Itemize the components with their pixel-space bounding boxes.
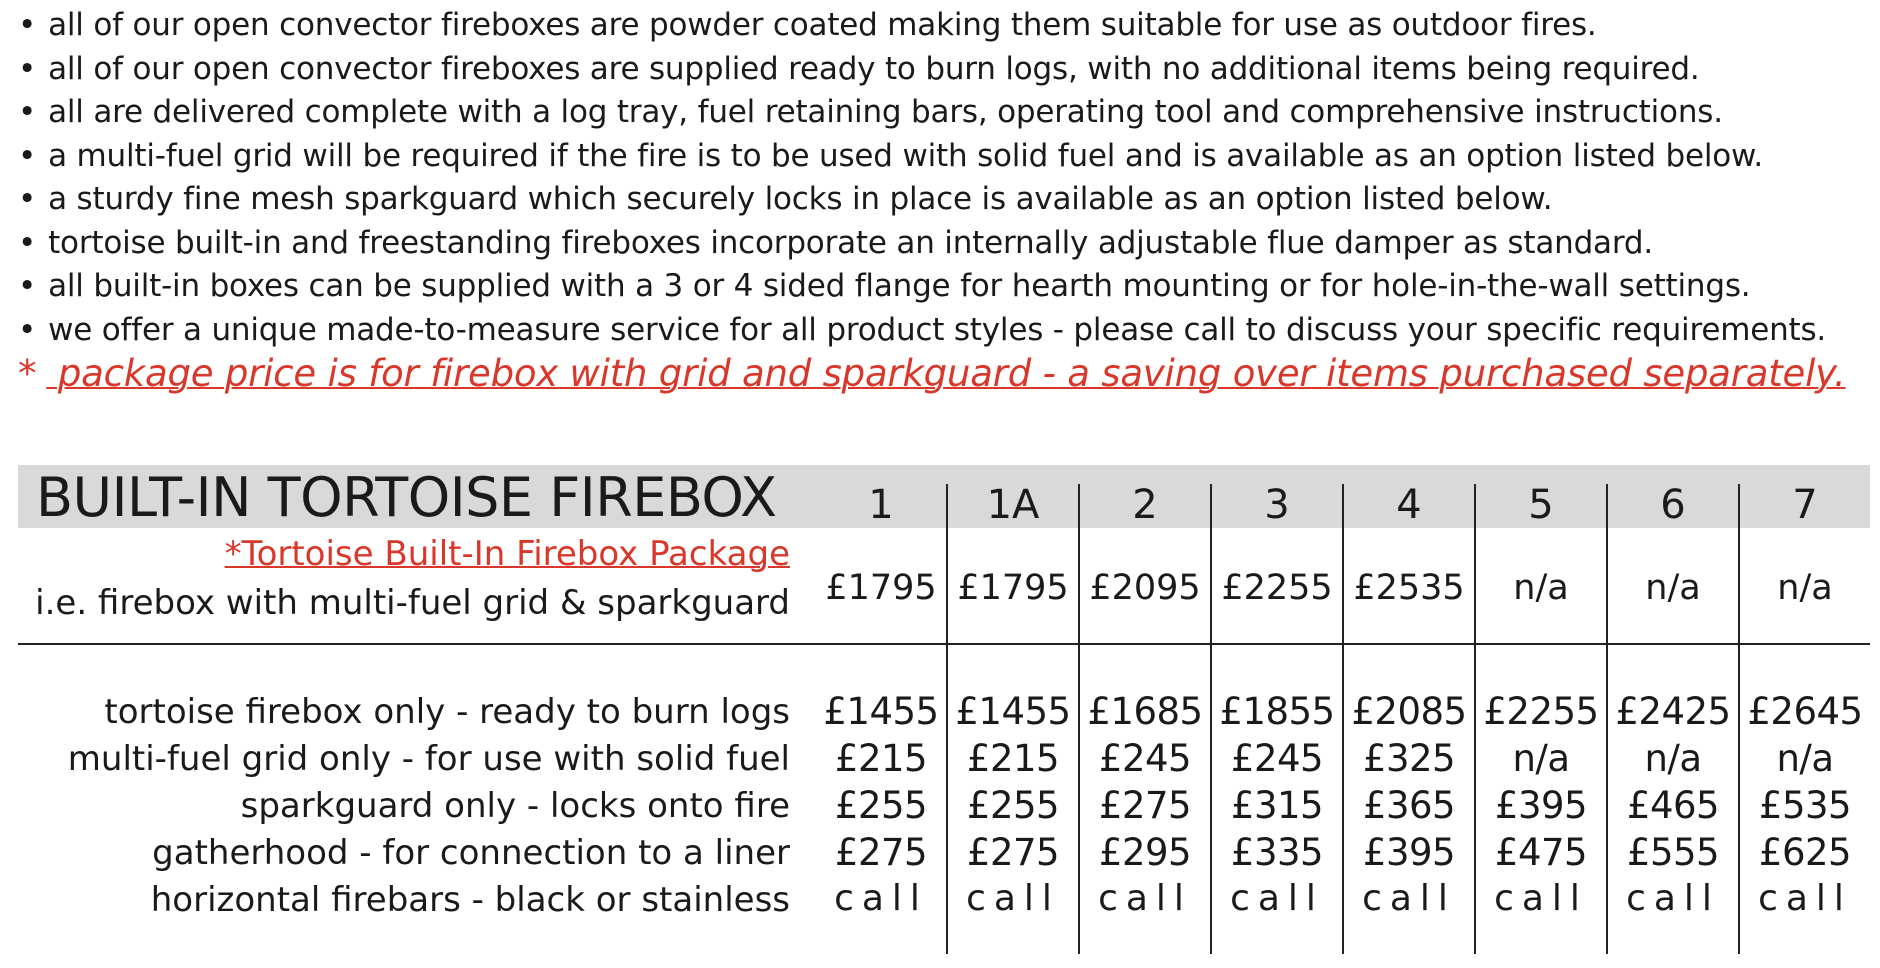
- price-cell: £2645: [1747, 690, 1863, 733]
- feature-list: [18, 4, 1878, 352]
- price-cell: call: [834, 878, 928, 919]
- price-cell: £1855: [1219, 690, 1335, 733]
- package-price-cell: n/a: [1513, 568, 1569, 608]
- price-cell: n/a: [1776, 737, 1834, 780]
- table-title: BUILT-IN TORTOISE FIREBOX: [36, 466, 777, 529]
- price-cell: £2255: [1483, 690, 1599, 733]
- feature-item: • all built-in boxes can be supplied with a 3 or 4 sided flange for hearth mounting or for hole-in-the-wall settings.: [18, 265, 1878, 309]
- price-cell: £215: [834, 737, 928, 780]
- column-divider: [1342, 484, 1344, 954]
- price-cell: £1685: [1087, 690, 1203, 733]
- table-separator: [18, 643, 1870, 645]
- column-header: 4: [1396, 482, 1422, 528]
- column-header: 1: [868, 482, 894, 528]
- package-price-cell: n/a: [1777, 568, 1833, 608]
- column-divider: [1210, 484, 1212, 954]
- price-cell: £365: [1362, 784, 1456, 827]
- price-cell: call: [1626, 878, 1720, 919]
- feature-item: • all are delivered complete with a log tray, fuel retaining bars, operating tool and comprehensive instructions.: [18, 91, 1878, 135]
- feature-item: • all of our open convector fireboxes are powder coated making them suitable for use as outdoor fires.: [18, 4, 1878, 48]
- feature-item: • a multi-fuel grid will be required if the fire is to be used with solid fuel and is available as an option listed below.: [18, 135, 1878, 179]
- column-divider: [1078, 484, 1080, 954]
- feature-item: • we offer a unique made-to-measure service for all product styles - please call to discuss your specific requirements.: [18, 309, 1878, 353]
- price-cell: £1455: [823, 690, 939, 733]
- package-price-cell: n/a: [1645, 568, 1701, 608]
- price-cell: n/a: [1644, 737, 1702, 780]
- price-cell: £325: [1362, 737, 1456, 780]
- package-price-cell: £2255: [1221, 568, 1333, 608]
- column-header: 6: [1660, 482, 1686, 528]
- price-cell: call: [1494, 878, 1588, 919]
- price-cell: £255: [834, 784, 928, 827]
- asterisk-mark: *: [18, 352, 37, 395]
- column-divider: [1474, 484, 1476, 954]
- column-divider: [1606, 484, 1608, 954]
- row-label: sparkguard only - locks onto fire: [240, 786, 790, 826]
- price-cell: £2085: [1351, 690, 1467, 733]
- price-cell: call: [1098, 878, 1192, 919]
- price-cell: £245: [1230, 737, 1324, 780]
- column-divider: [1738, 484, 1740, 954]
- price-cell: call: [966, 878, 1060, 919]
- price-cell: £315: [1230, 784, 1324, 827]
- price-cell: £275: [1098, 784, 1192, 827]
- feature-item: • a sturdy fine mesh sparkguard which securely locks in place is available as an option listed below.: [18, 178, 1878, 222]
- package-price-note-text: package price is for firebox with grid and sparkguard - a saving over items purchased separately.: [46, 352, 1846, 395]
- column-divider: [946, 484, 948, 954]
- price-cell: n/a: [1512, 737, 1570, 780]
- column-header: 5: [1528, 482, 1554, 528]
- price-cell: £255: [966, 784, 1060, 827]
- row-label: tortoise firebox only - ready to burn logs: [104, 692, 790, 732]
- row-label: gatherhood - for connection to a liner: [152, 833, 790, 873]
- price-cell: £1455: [955, 690, 1071, 733]
- column-header: 2: [1132, 482, 1158, 528]
- price-cell: £295: [1098, 831, 1192, 874]
- price-cell: £395: [1362, 831, 1456, 874]
- package-sublabel: i.e. firebox with multi-fuel grid & sparkguard: [35, 583, 790, 623]
- price-cell: £555: [1626, 831, 1720, 874]
- package-price-cell: £1795: [957, 568, 1069, 608]
- package-price-cell: £2095: [1089, 568, 1201, 608]
- price-cell: £275: [966, 831, 1060, 874]
- price-cell: call: [1362, 878, 1456, 919]
- column-header: 3: [1264, 482, 1290, 528]
- column-header: 7: [1792, 482, 1818, 528]
- price-cell: £335: [1230, 831, 1324, 874]
- price-cell: £215: [966, 737, 1060, 780]
- price-cell: call: [1758, 878, 1852, 919]
- price-cell: £465: [1626, 784, 1720, 827]
- column-header: 1A: [986, 482, 1040, 528]
- package-price-cell: £1795: [825, 568, 937, 608]
- price-cell: call: [1230, 878, 1324, 919]
- package-price-cell: £2535: [1353, 568, 1465, 608]
- feature-item: • all of our open convector fireboxes are supplied ready to burn logs, with no additional items being required.: [18, 48, 1878, 92]
- feature-item: • tortoise built-in and freestanding fireboxes incorporate an internally adjustable flue damper as standard.: [18, 222, 1878, 266]
- price-cell: £395: [1494, 784, 1588, 827]
- price-cell: £625: [1758, 831, 1852, 874]
- price-cell: £275: [834, 831, 928, 874]
- price-cell: £245: [1098, 737, 1192, 780]
- price-cell: £2425: [1615, 690, 1731, 733]
- price-cell: £475: [1494, 831, 1588, 874]
- package-price-note: [18, 352, 1846, 395]
- row-label: multi-fuel grid only - for use with solid fuel: [67, 739, 790, 779]
- row-label: horizontal firebars - black or stainless: [150, 880, 790, 920]
- package-label-link[interactable]: *Tortoise Built-In Firebox Package: [224, 534, 790, 574]
- price-cell: £535: [1758, 784, 1852, 827]
